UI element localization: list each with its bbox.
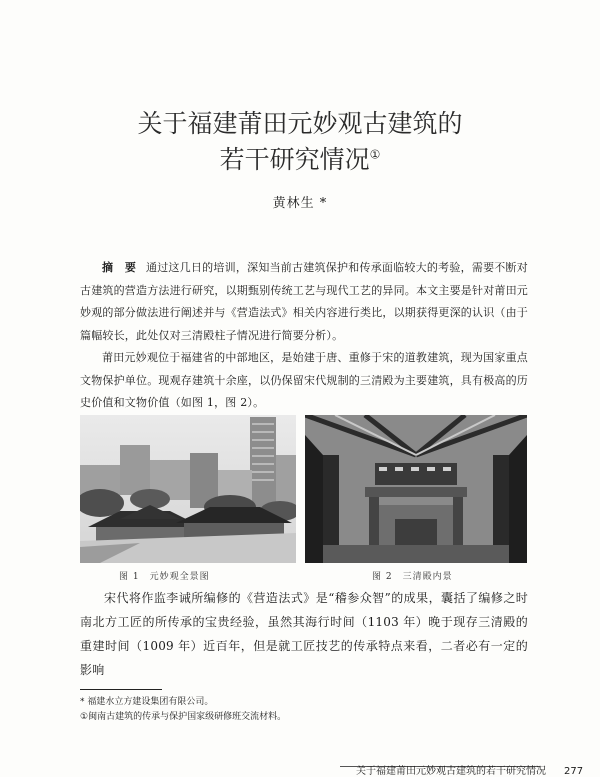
author: 黄林生 * [272,196,328,211]
title-line-1: 关于福建莆田元妙观古建筑的 [137,109,463,138]
figure-2-caption: 图 2 三清殿内景 [372,572,453,582]
footnote-divider [80,689,162,690]
title-line-2 [0,140,600,176]
footnote-source: ①闽南古建筑的传承与保护国家级研修班交流材料。 [80,712,287,722]
abstract-text: 通过这几日的培训，深知当前古建筑保护和传承面临较大的考验，需要不断对古建筑的营造方法进行研究，以期甄别传统工艺与现代工艺的异同。本文主要是针对莆田元妙观的部分做法进行阐述并与《营造法式》相关内容进行类比，以期获得更深的认识（由于篇幅较长，此处仅对三清殿柱子情况进行简要分析）。 [80,261,528,342]
page-number: 277 [564,766,584,777]
abstract-label: 摘 要 [102,261,140,274]
title-footnote-marker: ① [369,147,381,162]
figure-2-photo [305,415,527,563]
photo-interior-icon [305,415,527,563]
intro-paragraph: 莆田元妙观位于福建省的中部地区，是始建于唐、重修于宋的道教建筑，现为国家重点文物保护单位。现观存建筑十余座，以仍保留宋代规制的三清殿为主要建筑，具有极高的历史价值和文物价值（如图 1，图 2）。 [80,351,528,409]
figure-1-photo [80,415,296,563]
body-paragraph: 宋代将作监李诫所编修的《营造法式》是“稽参众智”的成果，囊括了编修之时南北方工匠的所传承的宝贵经验，虽然其海行时间（1103 年）晚于现存三清殿的重建时间（1009 年）近百年，但是就工匠技艺的传承特点来看，二者必有一定的影响 [80,591,528,677]
running-title: 关于福建莆田元妙观古建筑的若干研究情况 [356,766,546,777]
photo-panorama-icon [80,415,296,563]
abstract [80,257,528,347]
footnote-author: * 福建水立方建设集团有限公司。 [80,697,214,707]
running-footer [356,762,583,777]
figure-1-caption: 图 1 元妙观全景图 [119,572,210,582]
title-line-2-text: 若干研究情况 [219,145,370,174]
